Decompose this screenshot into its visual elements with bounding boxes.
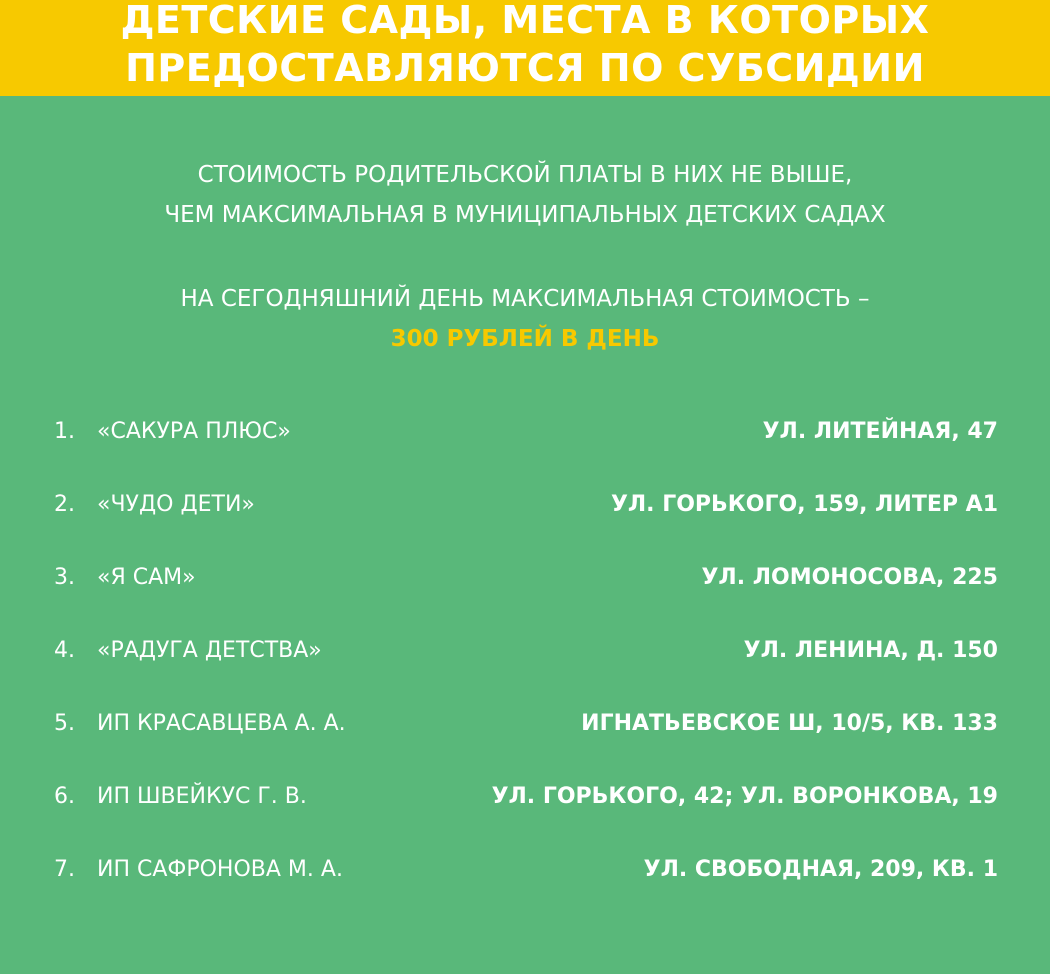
item-number: 7. bbox=[54, 857, 75, 882]
list-item bbox=[0, 633, 1050, 669]
item-address: УЛ. СВОБОДНАЯ, 209, КВ. 1 bbox=[643, 857, 998, 882]
item-address: УЛ. ЛЕНИНА, Д. 150 bbox=[743, 638, 998, 663]
item-address: УЛ. ГОРЬКОГО, 159, ЛИТЕР А1 bbox=[610, 492, 998, 517]
item-number: 3. bbox=[54, 565, 75, 590]
item-name: ИП КРАСАВЦЕВА А. А. bbox=[97, 711, 346, 736]
item-number: 6. bbox=[54, 784, 75, 809]
item-number: 2. bbox=[54, 492, 75, 517]
item-name: «САКУРА ПЛЮС» bbox=[97, 419, 291, 444]
list-item bbox=[0, 706, 1050, 742]
item-name: «РАДУГА ДЕТСТВА» bbox=[97, 638, 322, 663]
item-name: «Я САМ» bbox=[97, 565, 196, 590]
list-item bbox=[0, 560, 1050, 596]
item-address: УЛ. ЛИТЕЙНАЯ, 47 bbox=[762, 419, 998, 444]
title-line-2: ПРЕДОСТАВЛЯЮТСЯ ПО СУБСИДИИ bbox=[125, 46, 925, 90]
list-item bbox=[0, 487, 1050, 523]
item-name: ИП САФРОНОВА М. А. bbox=[97, 857, 343, 882]
item-address: ИГНАТЬЕВСКОЕ Ш, 10/5, КВ. 133 bbox=[581, 711, 998, 736]
intro-line-1: СТОИМОСТЬ РОДИТЕЛЬСКОЙ ПЛАТЫ В НИХ НЕ ВЫШЕ, bbox=[197, 162, 853, 188]
item-name: ИП ШВЕЙКУС Г. В. bbox=[97, 784, 307, 809]
item-number: 4. bbox=[54, 638, 75, 663]
item-number: 1. bbox=[54, 419, 75, 444]
item-address: УЛ. ЛОМОНОСОВА, 225 bbox=[701, 565, 998, 590]
intro-line-2: ЧЕМ МАКСИМАЛЬНАЯ В МУНИЦИПАЛЬНЫХ ДЕТСКИХ САДАХ bbox=[164, 202, 886, 228]
list-item bbox=[0, 852, 1050, 888]
intro-line-3: НА СЕГОДНЯШНИЙ ДЕНЬ МАКСИМАЛЬНАЯ СТОИМОСТЬ – bbox=[180, 286, 870, 312]
item-number: 5. bbox=[54, 711, 75, 736]
title-line-1: ДЕТСКИЕ САДЫ, МЕСТА В КОТОРЫХ bbox=[120, 0, 930, 42]
list-item bbox=[0, 779, 1050, 815]
item-address: УЛ. ГОРЬКОГО, 42; УЛ. ВОРОНКОВА, 19 bbox=[491, 784, 998, 809]
price-highlight: 300 РУБЛЕЙ В ДЕНЬ bbox=[390, 326, 660, 352]
list-item bbox=[0, 414, 1050, 450]
item-name: «ЧУДО ДЕТИ» bbox=[97, 492, 255, 517]
title-banner bbox=[0, 0, 1050, 96]
